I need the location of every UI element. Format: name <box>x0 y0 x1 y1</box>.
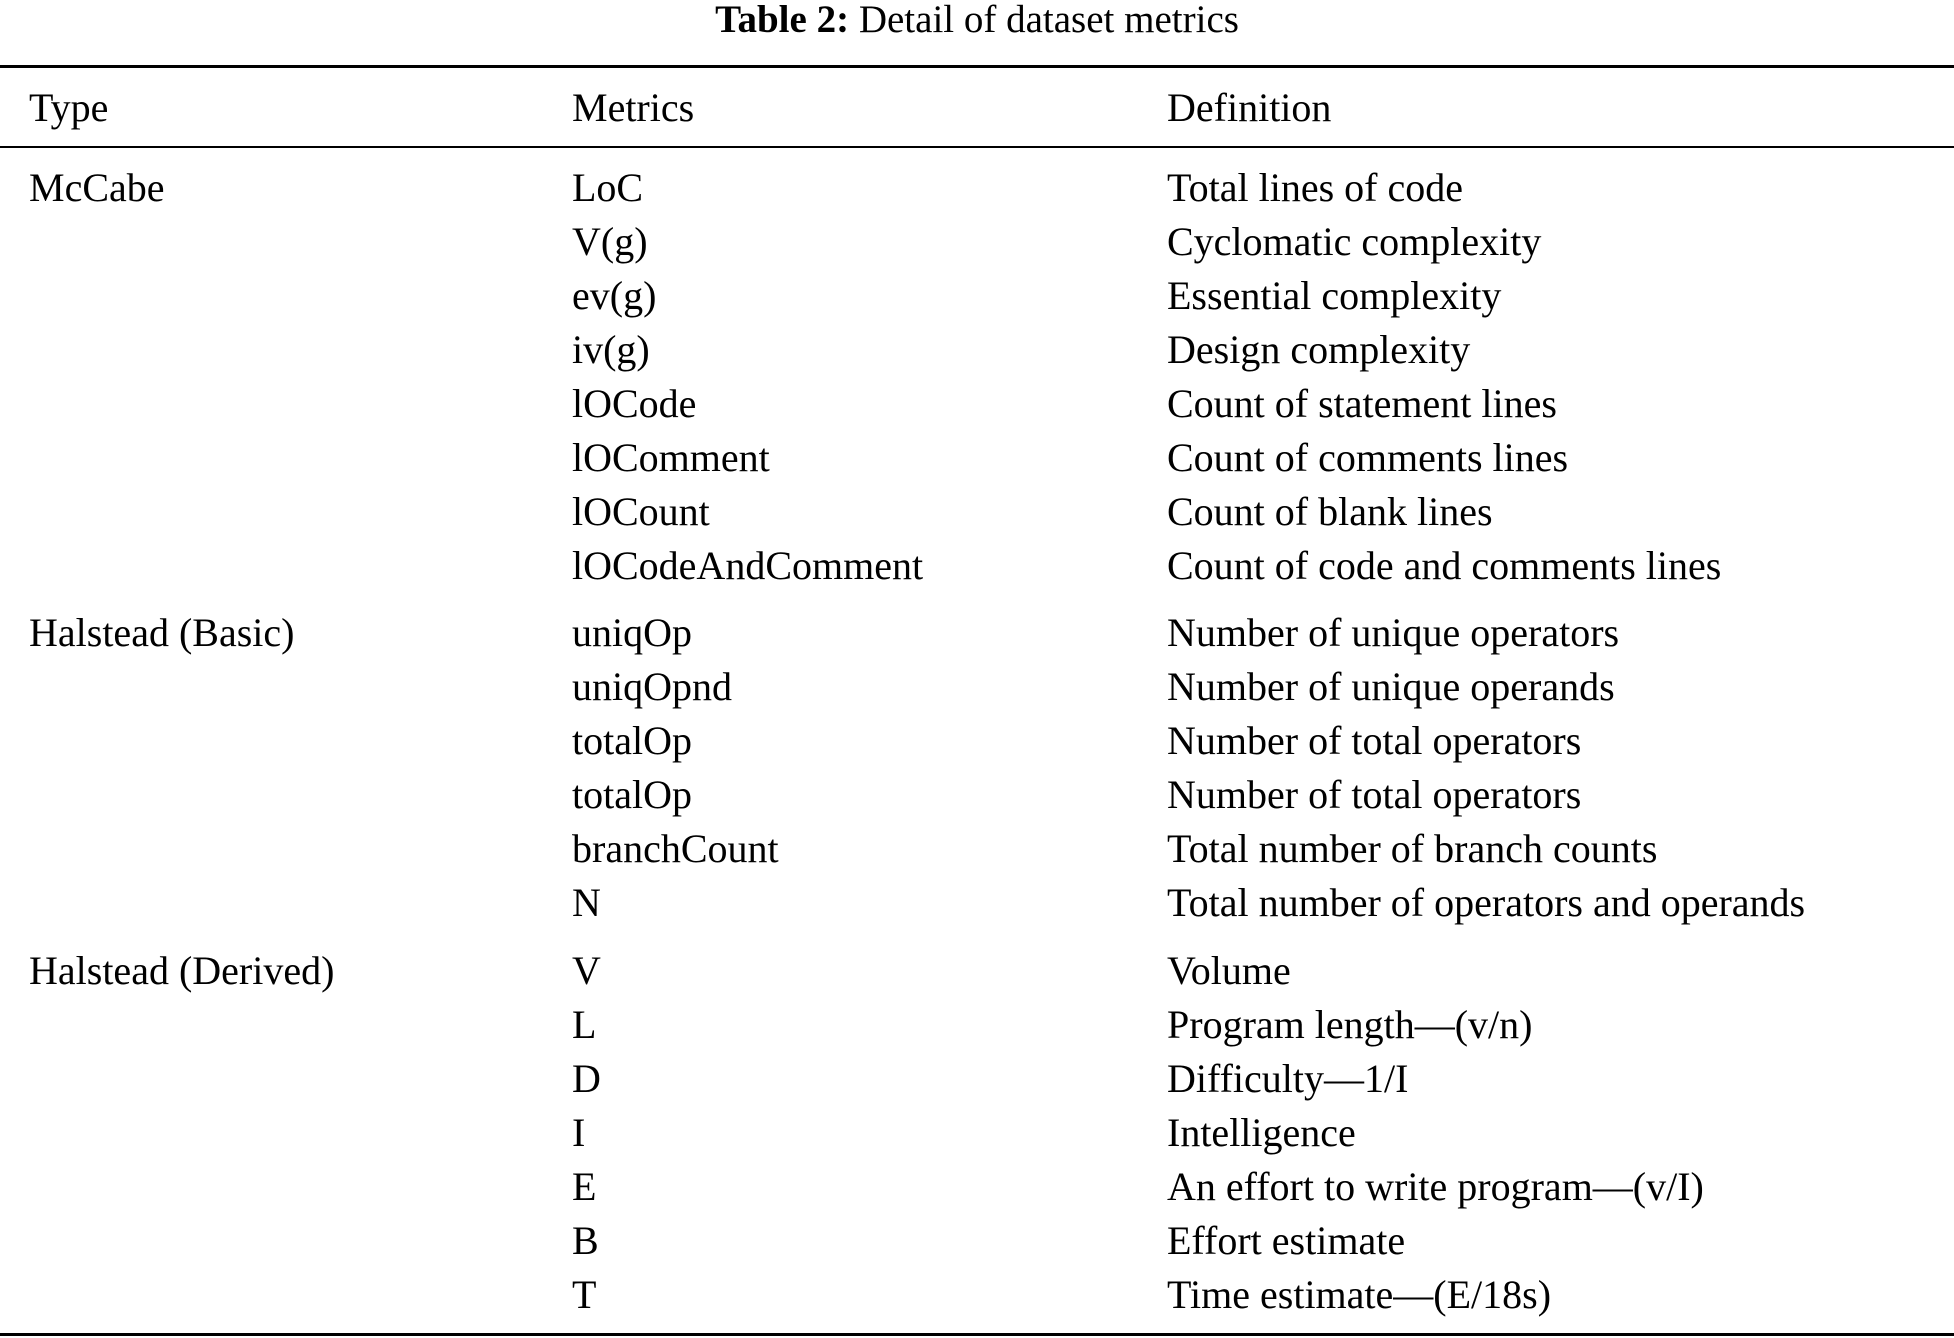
metric-definition: Number of total operators <box>1167 772 1582 817</box>
group-type-label: Halstead (Derived) <box>29 948 335 993</box>
header-definition: Definition <box>1167 85 1332 130</box>
metric-definition: Count of code and comments lines <box>1167 543 1722 588</box>
metric-definition: Total number of branch counts <box>1167 826 1658 871</box>
metric-name: V <box>572 948 601 993</box>
metric-name: lOCount <box>572 489 710 534</box>
metric-name: totalOp <box>572 772 692 817</box>
metric-definition: An effort to write program—(v/I) <box>1167 1164 1704 1209</box>
metric-definition: Time estimate—(E/18s) <box>1167 1272 1552 1317</box>
group-type-label: Halstead (Basic) <box>29 610 295 655</box>
metric-definition: Number of unique operators <box>1167 610 1620 655</box>
metric-definition: Effort estimate <box>1167 1218 1406 1263</box>
header-type: Type <box>29 85 109 130</box>
metric-name: B <box>572 1218 599 1263</box>
metric-definition: Count of statement lines <box>1167 381 1557 426</box>
table-caption-label: Table 2: <box>715 0 850 41</box>
metric-name: lOComment <box>572 435 770 480</box>
metric-name: N <box>572 880 601 925</box>
metric-name: lOCode <box>572 381 697 426</box>
metric-name: uniqOpnd <box>572 664 732 709</box>
metric-name: I <box>572 1110 586 1155</box>
metric-definition: Essential complexity <box>1167 273 1502 318</box>
metric-name: totalOp <box>572 718 692 763</box>
metric-name: lOCodeAndComment <box>572 543 924 588</box>
table-caption <box>0 0 1954 40</box>
metric-definition: Count of blank lines <box>1167 489 1493 534</box>
metric-name: T <box>572 1272 597 1317</box>
metric-name: L <box>572 1002 597 1047</box>
metric-definition: Design complexity <box>1167 327 1471 372</box>
metric-name: D <box>572 1056 601 1101</box>
metric-name: V(g) <box>572 219 648 264</box>
metric-definition: Number of unique operands <box>1167 664 1615 709</box>
header-metrics: Metrics <box>572 85 695 130</box>
top-rule <box>0 65 1954 68</box>
metric-name: LoC <box>572 165 644 210</box>
group-type-label: McCabe <box>29 165 165 210</box>
metric-definition: Number of total operators <box>1167 718 1582 763</box>
bottom-rule <box>0 1333 1954 1336</box>
metric-definition: Count of comments lines <box>1167 435 1569 480</box>
table-caption-text: Detail of dataset metrics <box>858 0 1239 41</box>
metric-name: E <box>572 1164 597 1209</box>
metric-definition: Total number of operators and operands <box>1167 880 1806 925</box>
metric-name: iv(g) <box>572 327 650 372</box>
metric-definition: Difficulty—1/I <box>1167 1056 1409 1101</box>
metric-definition: Total lines of code <box>1167 165 1463 210</box>
metric-definition: Cyclomatic complexity <box>1167 219 1542 264</box>
metric-definition: Program length—(v/n) <box>1167 1002 1533 1047</box>
header-rule <box>0 146 1954 148</box>
metric-name: ev(g) <box>572 273 657 318</box>
metric-name: uniqOp <box>572 610 692 655</box>
metric-definition: Volume <box>1167 948 1291 993</box>
metric-name: branchCount <box>572 826 779 871</box>
metric-definition: Intelligence <box>1167 1110 1356 1155</box>
